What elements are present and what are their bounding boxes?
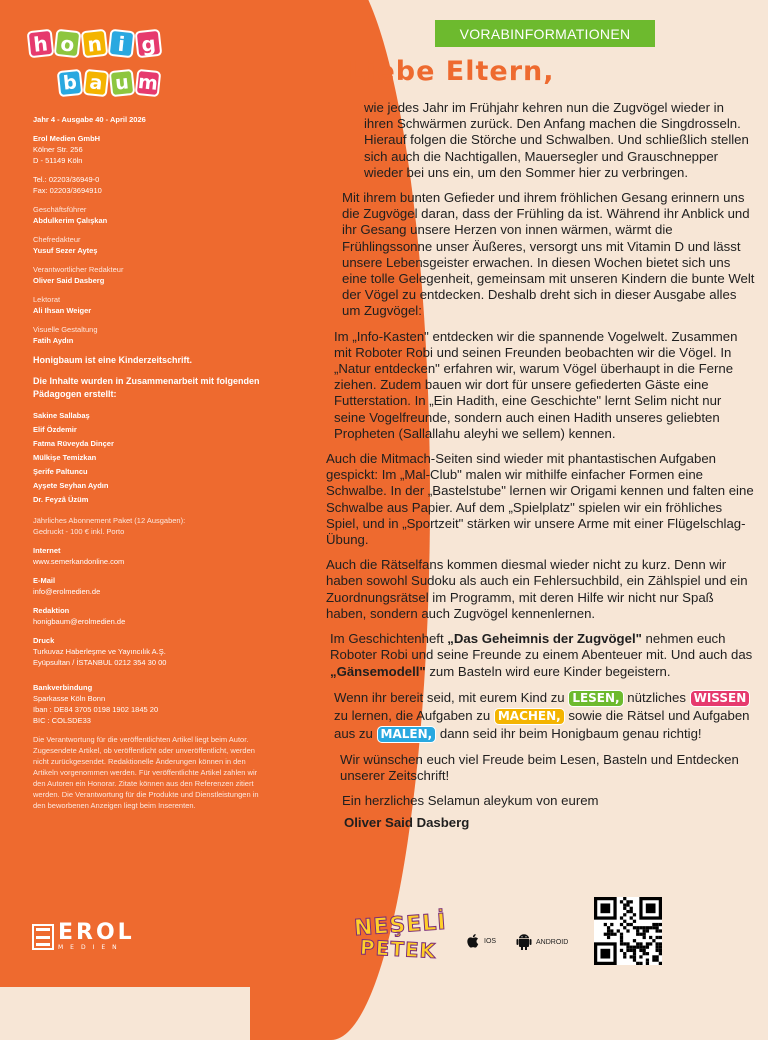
p6-part-e: zum Basteln wird eure Kinder begeistern. (425, 663, 671, 679)
ios-label: IOS (484, 937, 497, 945)
team-member: Dr. Feyzâ Üzüm (33, 495, 89, 504)
android-label: ANDROID (536, 938, 569, 946)
redaktion-link[interactable]: honigbaum@erolmedien.de (33, 617, 126, 626)
letter-p5: Auch die Rätselfans kommen diesmal wieder nicht zu kurz. Denn wir haben sowohl Sudoku als auch ein Fehlersuchbild, ein Zählspiel und ein Zuordnungsrätsel im Programm, mit deren Hilfe wir nicht nur Spaß haben, sondern auch Zugvögel kennenlernen. (326, 557, 748, 621)
paed-note: Die Inhalte wurden in Zusammenarbeit mit folgenden Pädagogen erstellt: (33, 376, 260, 399)
logo-letter: h (27, 29, 55, 58)
disclaimer: Die Verantwortung für die veröffentlichten Artikel liegt beim Autor. Zugesendete Artikel, ob veröffentlicht oder unveröffentlicht, werden nicht zurückgesendet. Redaktionelle Änderungen können in den Artikeln vorgenommen werden. Für veröffentlichte Artikel zahlen wir den Autoren ein Honorar. Zitate können aus den Referenzen zitiert werden. Die Verantwortung für die Produkte und Dienstleistungen in den beworbenen Anzeigen liegt beim Inserenten. (33, 735, 259, 810)
section-badge: VORABINFORMATIONEN (435, 20, 655, 47)
machen-pill: MACHEN, (494, 708, 565, 725)
qr-code[interactable] (594, 897, 662, 965)
team-member: Şerife Paltuncu (33, 467, 88, 476)
abo-line-1: Jährliches Abonnement Paket (12 Ausgaben): (33, 516, 186, 525)
team-member: Elif Özdemir (33, 425, 77, 434)
vr-label: Verantwortlicher Redakteur (33, 265, 124, 274)
logo-letter: a (83, 69, 110, 97)
letter-p4: Auch die Mitmach-Seiten sind wieder mit phantastischen Aufgaben gespickt: Im „Mal-Club" malen wir mithilfe einfacher Formen eine Schwalbe. In der „Bastelstube" lernen wir Origami kennen und falten eine Schwalbe aus Papier. Auf dem „Spielplatz" spielen wir ein fröhliches Spiel, und in „Sportzeit" stärken wir unsere Arme mit einer Flügelschlag-Übung. (326, 451, 754, 548)
chef-name: Yusuf Sezer Ayteş (33, 246, 98, 255)
erol-sub: MEDIEN (58, 944, 124, 951)
email-label: E-Mail (33, 576, 56, 585)
honigbaum-logo[interactable] (28, 30, 168, 102)
bottom-bar (348, 893, 758, 973)
team-member: Mülkişe Temizkan (33, 453, 97, 462)
logo-letter: u (109, 69, 136, 97)
letter-greeting: Ein herzliches Selamun aleykum von eurem (342, 793, 599, 809)
team-list (33, 409, 293, 507)
logo-letter: i (108, 29, 136, 58)
letter-body (326, 100, 756, 841)
issue-info: Jahr 4 - Ausgabe 40 - April 2026 (33, 115, 146, 124)
p7-part-c: zu lernen, die Aufgaben zu (334, 707, 494, 723)
redaktion-label: Redaktion (33, 606, 70, 615)
letter-p8: Wir wünschen euch viel Freude beim Lesen, Basteln und Entdecken unserer Zeitschrift! (340, 751, 739, 783)
druck-line-2: Eyüpsultan / İSTANBUL 0212 354 30 00 (33, 658, 167, 667)
bank-line-3: BIC : COLSDE33 (33, 716, 91, 725)
team-member: Fatma Rüveyda Dinçer (33, 439, 114, 448)
visual-label: Visuelle Gestaltung (33, 325, 98, 334)
p6-part-c: nehmen euch Roboter Robi und seine Freunde zu einem Abenteuer mit. Und auch das (330, 631, 753, 663)
android-icon (516, 933, 532, 951)
logo-letter: n (81, 29, 109, 58)
city: D - 51149 Köln (33, 156, 83, 165)
letter-p7 (326, 689, 756, 743)
wissen-pill: WISSEN (690, 690, 751, 707)
kids-note: Honigbaum ist eine Kinderzeitschrift. (33, 355, 193, 365)
logo-bottom-row (58, 70, 160, 96)
internet-link[interactable]: www.semerkandonline.com (33, 557, 125, 566)
erol-medien-logo (32, 922, 135, 952)
letter-p3: Im „Info-Kasten" entdecken wir die spannende Vogelwelt. Zusammen mit Roboter Robi und seinen Freunden beobachten wir die Vögel. In „Natur entdecken" erfahren wir, warum Vögel überhaupt in die Ferne ziehen. Zudem bauen wir dort für unsere gefiederten Gäste eine Futterstation. In „Ein Hadith, eine Geschichte" lernt Selim nicht nur seine Vogelfreunde, sondern auch einen Hadith unseres geliebten Propheten (Sallallahu aleyhi we sellem) kennen. (334, 328, 738, 441)
letter-p2: Mit ihrem bunten Gefieder und ihrem fröhlichen Gesang erinnern uns die Zugvögel daran, dass der Frühling da ist. Während ihr Anblick und ihr Gesang unsere Herzen von innen wärmen, wärmt die Frühlingssonne unser Äußeres, versorgt uns mit Vitamin D und lässt unsere Lebensgeister erwachen. In diesen Wochen bietet sich uns eine tolle Gelegenheit, gemeinsam mit unseren Kindern die bunte Welt der Vögel zu entdecken. Deshalb dreht sich in dieser Ausgabe alles um Zugvögel: (342, 190, 755, 319)
story-title: „Das Geheimnis der Zugvögel" (447, 631, 642, 647)
internet-label: Internet (33, 546, 61, 555)
p7-part-e: dann seid ihr beim Honigbaum genau richtig! (436, 725, 702, 741)
chef-label: Chefredakteur (33, 235, 81, 244)
druck-label: Druck (33, 636, 55, 645)
lesen-pill: LESEN, (568, 690, 623, 707)
visual-name: Fatih Aydın (33, 336, 74, 345)
logo-top-row (28, 30, 161, 57)
p7-part-a: Wenn ihr bereit seid, mit eurem Kind zu (334, 689, 569, 705)
malen-pill: MALEN, (377, 726, 437, 743)
headline: Liebe Eltern, (348, 56, 555, 87)
vr-name: Oliver Said Dasberg (33, 276, 105, 285)
erol-name: EROL (58, 920, 135, 945)
team-member: Sakine Sallabaş (33, 411, 90, 420)
gf-name: Abdulkerim Çalışkan (33, 216, 108, 225)
bank-line-2: Iban : DE84 3705 0198 1902 1845 20 (33, 705, 159, 714)
logo-letter: g (135, 29, 163, 58)
neseli-word: NEŞELİ (353, 909, 448, 942)
abo-line-2: Gedruckt - 100 € inkl. Porto (33, 527, 125, 536)
gf-label: Geschäftsführer (33, 205, 87, 214)
fax: Fax: 02203/3694910 (33, 186, 102, 195)
logo-letter: m (135, 69, 162, 97)
bank-line-1: Sparkasse Köln Bonn (33, 694, 106, 703)
imprint (33, 114, 293, 819)
neseli-petek-logo[interactable] (350, 909, 448, 965)
lektorat-label: Lektorat (33, 295, 61, 304)
publisher: Erol Medien GmbH (33, 134, 101, 143)
logo-letter: o (54, 29, 82, 58)
craft-title: „Gänsemodell" (330, 663, 426, 679)
p7-part-b: nützliches (623, 689, 690, 705)
email-link[interactable]: info@erolmedien.de (33, 587, 101, 596)
erol-mark-icon (32, 924, 54, 950)
apple-icon (466, 933, 480, 949)
bank-label: Bankverbindung (33, 683, 93, 692)
android-store[interactable] (516, 933, 568, 951)
p6-part-a: Im Geschichtenheft (330, 631, 448, 647)
ios-store[interactable] (466, 933, 496, 949)
letter-p6 (326, 631, 756, 680)
petek-word: PETEK (359, 935, 437, 963)
letter-p1: wie jedes Jahr im Frühjahr kehren nun die Zugvögel wieder in ihren Schwärmen zurück. Den Anfang machen die Singdrosseln. Hierauf folgen die Störche und Schwalben. Und schließlich stellen sich auch die Nachtigallen, Mauersegler und Grauschnepper wieder bei uns ein, um den Sommer hier zu verbringen. (364, 100, 749, 180)
druck-line-1: Turkuvaz Haberleşme ve Yayıncılık A.Ş. (33, 647, 166, 656)
p7-part-d: sowie die Rätsel und Aufgaben aus zu (334, 707, 750, 741)
team-member: Ayşete Seyhan Aydın (33, 481, 109, 490)
phone: Tel.: 02203/36949-0 (33, 175, 100, 184)
lektorat-name: Ali Ihsan Weiger (33, 306, 92, 315)
logo-letter: b (57, 69, 84, 97)
street: Kölner Str. 256 (33, 145, 83, 154)
signature: Oliver Said Dasberg (344, 815, 470, 831)
